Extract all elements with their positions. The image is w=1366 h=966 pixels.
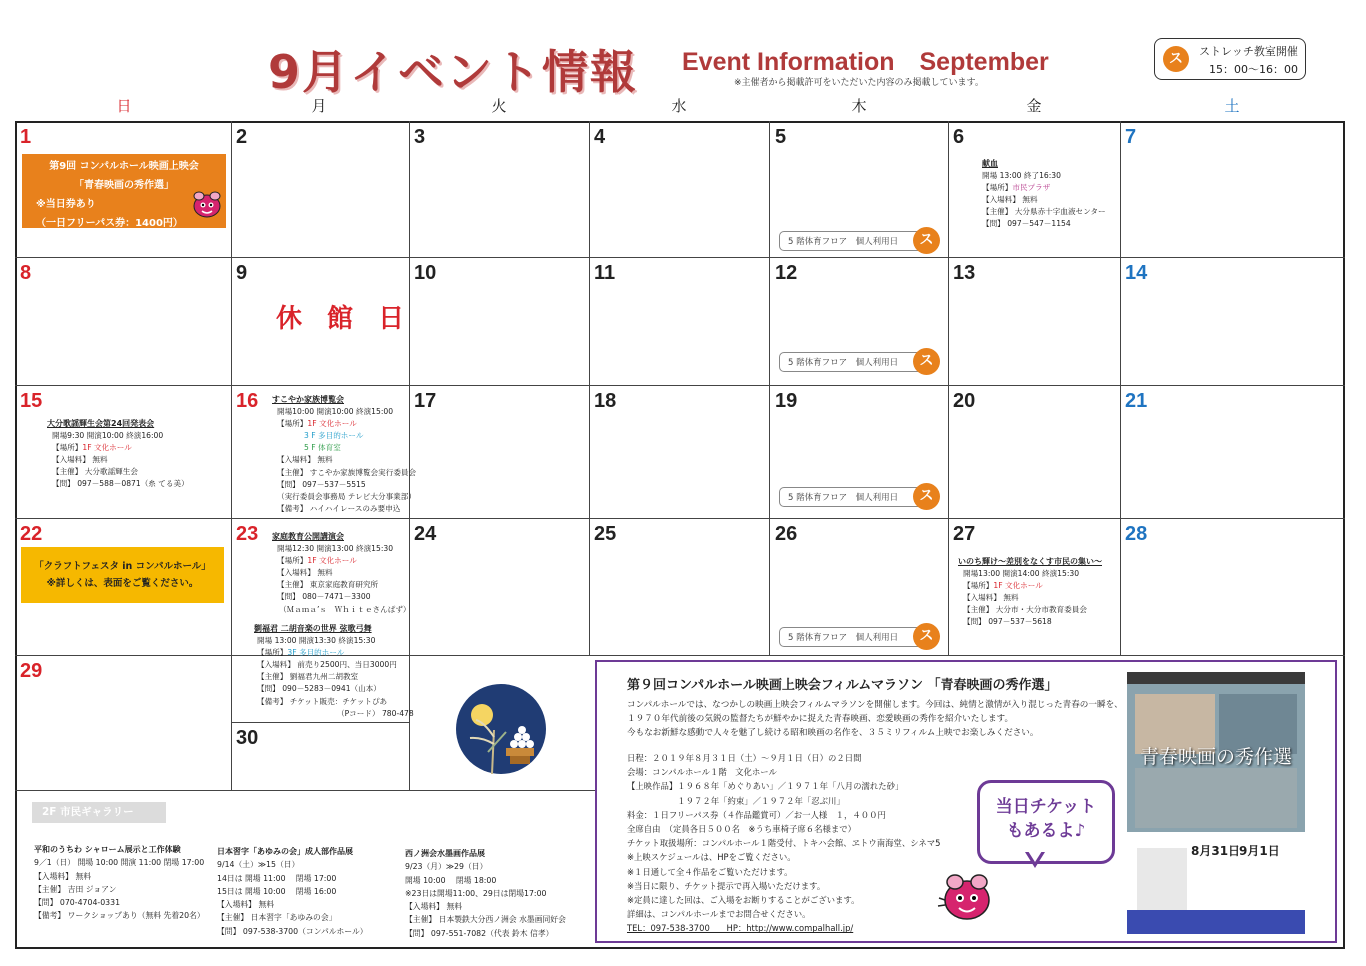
- event-line: （Ｍａｍａ’ｓ Ｗｈｉｔｅさんぱず）: [279, 604, 411, 614]
- poster-date-1: 8月31日: [1191, 844, 1241, 858]
- event-line: 開場 13:00 終了16:30: [982, 171, 1061, 181]
- day-26: 26: [775, 523, 798, 545]
- permission-note: ※主催者から掲載許可をいただいた内容のみ掲載しています。: [734, 78, 984, 88]
- gallery-line: 【入場料】 無料: [405, 902, 463, 912]
- gallery-line: 15日は 開場 10:00 閉場 16:00: [217, 886, 337, 896]
- event-sept15: [47, 418, 189, 491]
- weekday-sat: 土: [1224, 97, 1240, 115]
- legend-time: 15：00〜16：00: [1209, 63, 1298, 76]
- gallery-line: 【備考】 ワークショップあり（無料 先着20名）: [34, 911, 205, 921]
- day-24: 24: [414, 523, 437, 545]
- film-intro-line: 今もなお新鮮な感動で人々を魅了し続ける昭和映画の名作を、３５ミリフィルム上映でお楽しみください。: [627, 728, 1039, 738]
- event-line: 【問】 097－588－0871（糸 てる美）: [52, 479, 189, 489]
- gallery-line: 【問】 097-551-7082（代表 鈴木 信孝）: [405, 928, 554, 938]
- event-title: 家庭教育公開講演会: [272, 532, 344, 541]
- film-detail-line: １９７２年「約束」／１９７２年「忍ぶ川」: [627, 795, 845, 806]
- weekday-mon: 月: [311, 97, 327, 115]
- poster-title: 青春映画の秀作選: [1139, 746, 1292, 768]
- event-line: 【備考】 ハイハイレースのみ要申込: [277, 503, 401, 513]
- film-detail-line: 詳細は、コンパルホールまでお問合せください。: [627, 909, 811, 920]
- day-12: 12: [775, 262, 798, 284]
- stretch-label: 5 階体育フロア 個人利用日: [788, 358, 899, 368]
- film-detail-line: 全席自由 （定員各日５００名 ※うち車椅子席６名様まで）: [627, 824, 856, 835]
- event-sept27: [958, 556, 1102, 629]
- film-details: [627, 751, 940, 936]
- event-line: 【問】 080－7471－3300: [277, 592, 371, 602]
- stretch-label: 5 階体育フロア 個人利用日: [788, 237, 899, 247]
- day-5: 5: [775, 126, 787, 148]
- page-title: 9月イベント情報: [268, 45, 639, 99]
- event-line: 開場12:30 開演13:00 終演15:30: [277, 544, 394, 554]
- event-label: 【場所】: [277, 419, 308, 429]
- day-27: 27: [953, 523, 976, 545]
- film-detail-line: ※上映スケジュールは、HPをご覧ください。: [627, 852, 796, 863]
- mascot-icon: [190, 188, 224, 220]
- gallery-item: [217, 845, 368, 938]
- event-line: 開場10:00 開演10:00 終演15:00: [277, 407, 394, 417]
- day-22: 22: [20, 523, 43, 545]
- stretch-badge-icon: ス: [913, 483, 940, 510]
- weekday-wed: 水: [671, 97, 687, 115]
- event-place: 1F 文化ホール: [307, 556, 357, 566]
- stretch-day-12: [779, 352, 934, 372]
- gallery-line: 9/14（土）≫15（日）: [217, 860, 300, 870]
- page-title-en: Event Information September: [682, 48, 1049, 76]
- event-line: 【主催】 すこやか家族博覧会実行委員会: [277, 467, 417, 477]
- event-line: （実行委員会事務局 テレビ大分事業部）: [277, 491, 416, 501]
- film-detail-line: ※１日通して全４作品をご覧いただけます。: [627, 866, 793, 877]
- event-label: 【場所】: [52, 443, 83, 453]
- event-line: 【主催】 大分県赤十字血液センター: [982, 207, 1106, 217]
- legend-text: ストレッチ教室開催: [1199, 45, 1298, 58]
- film-detail-line: 日程：２０１９年８月３１日（土）〜９月１日（日）の２日間: [627, 753, 862, 763]
- event-sept23-erhu: [254, 623, 414, 720]
- film-intro-line: １９７０年代前後の気鋭の監督たちが鮮やかに捉えた青春映画、恋愛映画の秀作を紹介いたします。: [627, 714, 1014, 724]
- event-place: 1F 文化ホール: [307, 419, 357, 429]
- gallery-line: 【主催】 日本習字「あゆみの会」: [217, 913, 337, 923]
- craft-box-line2: ※詳しくは、表面をご覧ください。: [46, 578, 199, 589]
- event-sept6: [982, 158, 1106, 231]
- stretch-day-5: [779, 231, 934, 251]
- stretch-badge-icon: ス: [913, 227, 940, 254]
- event-place: 市民プラザ: [1012, 183, 1051, 193]
- gallery-line: ※23日は開場11:00、29日は閉場17:00: [405, 888, 547, 898]
- poster-date-2: 9月1日: [1239, 844, 1280, 858]
- event-line: 【主催】 大分市・大分市教育委員会: [963, 605, 1087, 615]
- event-label: 【場所】: [257, 648, 288, 658]
- gallery-line: 【問】 070-4704-0331: [34, 898, 121, 908]
- event-label: 【場所】: [982, 183, 1013, 193]
- event-place: 3 F 多目的ホール: [304, 431, 364, 441]
- event-line: （Pコード） 780-478: [337, 708, 414, 718]
- gallery-title: 西ノ洲会水墨画作品展: [405, 849, 485, 858]
- film-title: 第９回コンパルホール映画上映会フィルムマラソン 「青春映画の秀作選」: [627, 678, 1058, 693]
- day-15: 15: [20, 390, 43, 412]
- event-line: 【主催】 劉福君九州二胡教室: [257, 672, 359, 682]
- stretch-day-26: [779, 627, 934, 647]
- gallery-title: 平和のうちわ シャローム展示と工作体験: [34, 845, 181, 854]
- stretch-legend: [1154, 38, 1306, 80]
- stretch-label: 5 階体育フロア 個人利用日: [788, 493, 899, 503]
- film-detail-line: チケット取扱場所：コンパルホール１階受付、トキハ会館、ヱトウ南海堂、シネマ5: [627, 838, 941, 849]
- stretch-badge-icon: ス: [913, 623, 940, 650]
- event-line: 【入場料】 無料: [982, 195, 1038, 205]
- event-line: 【問】 090－5283－0941（山本）: [257, 684, 381, 694]
- day-28: 28: [1125, 523, 1148, 545]
- film-detail-line: ※定員に達した回は、ご入場をお断りすることがございます。: [627, 895, 860, 906]
- bubble-line1: 当日チケット: [995, 797, 1097, 817]
- weekday-fri: 金: [1026, 97, 1042, 115]
- event-title: いのち輝け～差別をなくす市民の集い～: [958, 557, 1102, 566]
- event-title: すこやか家族博覧会: [272, 395, 344, 404]
- gallery-line: 【主催】 吉田 ジョアン: [34, 884, 117, 894]
- event-line: 開場9:30 開演10:00 終演16:00: [52, 431, 164, 441]
- weekday-sun: 日: [116, 97, 132, 115]
- day-16: 16: [236, 390, 259, 412]
- event-label: 【場所】: [277, 556, 308, 566]
- gallery-title: 日本習字「あゆみの会」成人部作品展: [217, 847, 353, 856]
- gallery-line: 14日は 開場 11:00 閉場 17:00: [217, 873, 337, 883]
- day-14: 14: [1125, 262, 1148, 284]
- film-contact-link[interactable]: TEL：097-538-3700 HP：http://www.compalhall.jp/: [627, 923, 854, 934]
- event-line: 【入場料】 前売り2500円、当日3000円: [257, 660, 397, 670]
- event-line: 【問】 097－537－5515: [277, 479, 366, 489]
- film-box-line1: 第9回 コンパルホール映画上映会: [49, 161, 199, 172]
- event-line: 【問】 097－537－5618: [963, 617, 1052, 627]
- gallery-heading: 2F 市民ギャラリー: [32, 802, 166, 823]
- film-screening-box: [22, 154, 226, 228]
- bubble-line2: もあるよ♪: [1006, 821, 1086, 841]
- gallery-line: 【入場料】 無料: [34, 871, 92, 881]
- event-title: 劉福君 二胡音楽の世界 弦歌弓舞: [254, 624, 372, 633]
- gallery-item: [405, 847, 566, 940]
- craft-box-line1: 「クラフトフェスタ in コンパルホール」: [34, 561, 211, 572]
- weekday-tue: 火: [491, 97, 507, 115]
- day-1: 1: [20, 126, 32, 148]
- day-9: 9: [236, 262, 248, 284]
- film-marathon-panel: [595, 660, 1337, 943]
- event-place: 5 F 体育室: [304, 443, 341, 453]
- event-line: 【主催】 東京家庭教育研究所: [277, 580, 379, 590]
- stretch-badge-icon: ス: [913, 348, 940, 375]
- gallery-item: [34, 843, 205, 923]
- day-17: 17: [414, 390, 437, 412]
- day-18: 18: [594, 390, 617, 412]
- stretch-badge-icon: ス: [1163, 46, 1189, 72]
- event-line: 【入場料】 無料: [277, 455, 333, 465]
- event-line: 【入場料】 無料: [52, 455, 108, 465]
- moon-viewing-icon: [454, 682, 548, 776]
- day-19: 19: [775, 390, 798, 412]
- day-2: 2: [236, 126, 248, 148]
- mascot-icon: [935, 868, 995, 926]
- film-detail-line: 【上映作品】１９６８年「めぐりあい」／１９７１年「八月の濡れた砂」: [627, 781, 904, 792]
- gallery-line: 【問】 097-538-3700（コンパルホール）: [217, 926, 368, 936]
- film-detail-line: 料金：１日フリーパス券（４作品鑑賞可）／お一人様 １，４００円: [627, 809, 886, 820]
- event-title: 大分歌謡輝生会第24回発表会: [47, 419, 155, 428]
- gallery-line: 開場 10:00 閉場 18:00: [405, 875, 497, 885]
- film-poster: [1127, 672, 1305, 934]
- event-place: 1F 文化ホール: [993, 581, 1043, 591]
- day-10: 10: [414, 262, 437, 284]
- closed-day-label: 休 館 日: [276, 304, 413, 334]
- craft-festa-box: [21, 547, 224, 603]
- stretch-day-19: [779, 487, 934, 507]
- film-box-line3: ※当日券あり: [36, 199, 96, 210]
- event-place: 3F 多目的ホール: [287, 648, 345, 658]
- event-line: 開場13:00 開演14:00 終演15:30: [963, 569, 1080, 579]
- bubble-tail-inner: [1028, 851, 1042, 862]
- weekday-thu: 木: [851, 97, 867, 115]
- event-line: 【入場料】 無料: [963, 593, 1019, 603]
- day-30: 30: [236, 727, 259, 749]
- film-intro: [627, 698, 1123, 740]
- film-detail-line: ※当日に限り、チケット提示で再入場いただけます。: [627, 880, 826, 891]
- event-line: 【入場料】 無料: [277, 568, 333, 578]
- day-13: 13: [953, 262, 976, 284]
- film-detail-line: 会場：コンパルホール１階 文化ホール: [627, 767, 777, 778]
- day-11: 11: [594, 262, 616, 284]
- ticket-speech-bubble: [977, 780, 1115, 864]
- day-21: 21: [1125, 390, 1148, 412]
- day-4: 4: [594, 126, 606, 148]
- event-label: 【場所】: [963, 581, 994, 591]
- day-7: 7: [1125, 126, 1137, 148]
- event-line: 開場 13:00 開演13:30 終演15:30: [257, 636, 376, 646]
- event-place: 1F 文化ホール: [82, 443, 132, 453]
- day-23: 23: [236, 523, 259, 545]
- event-line: 【主催】 大分歌謡輝生会: [52, 467, 138, 477]
- day-3: 3: [414, 126, 426, 148]
- day-20: 20: [953, 390, 976, 412]
- day-8: 8: [20, 262, 32, 284]
- event-sept23-lecture: [272, 531, 411, 616]
- event-line: 【備考】 チケット販売：チケットぴあ: [257, 696, 388, 706]
- event-line: 【問】 097－547－1154: [982, 219, 1071, 229]
- day-6: 6: [953, 126, 965, 148]
- event-sept16: [272, 394, 416, 515]
- stretch-label: 5 階体育フロア 個人利用日: [788, 633, 899, 643]
- day-29: 29: [20, 660, 43, 682]
- event-title: 献血: [982, 159, 998, 168]
- gallery-line: 9/23（月）≫29（日）: [405, 862, 488, 872]
- film-box-line4: （一日フリーパス券：1400円）: [36, 218, 183, 229]
- gallery-line: 【主催】 日本製鉄大分西ノ洲会 水墨画同好会: [405, 915, 566, 925]
- film-intro-line: コンパルホールでは、なつかしの映画上映会フィルムマラソンを開催します。今回は、純情と激情が入り混じった青春の一瞬を、: [627, 700, 1123, 710]
- day-25: 25: [594, 523, 617, 545]
- film-box-line2: 「青春映画の秀作選」: [74, 180, 174, 191]
- gallery-line: 9／1（日） 開場 10:00 開演 11:00 閉場 17:00: [34, 858, 205, 868]
- gallery-line: 【入場料】 無料: [217, 900, 275, 910]
